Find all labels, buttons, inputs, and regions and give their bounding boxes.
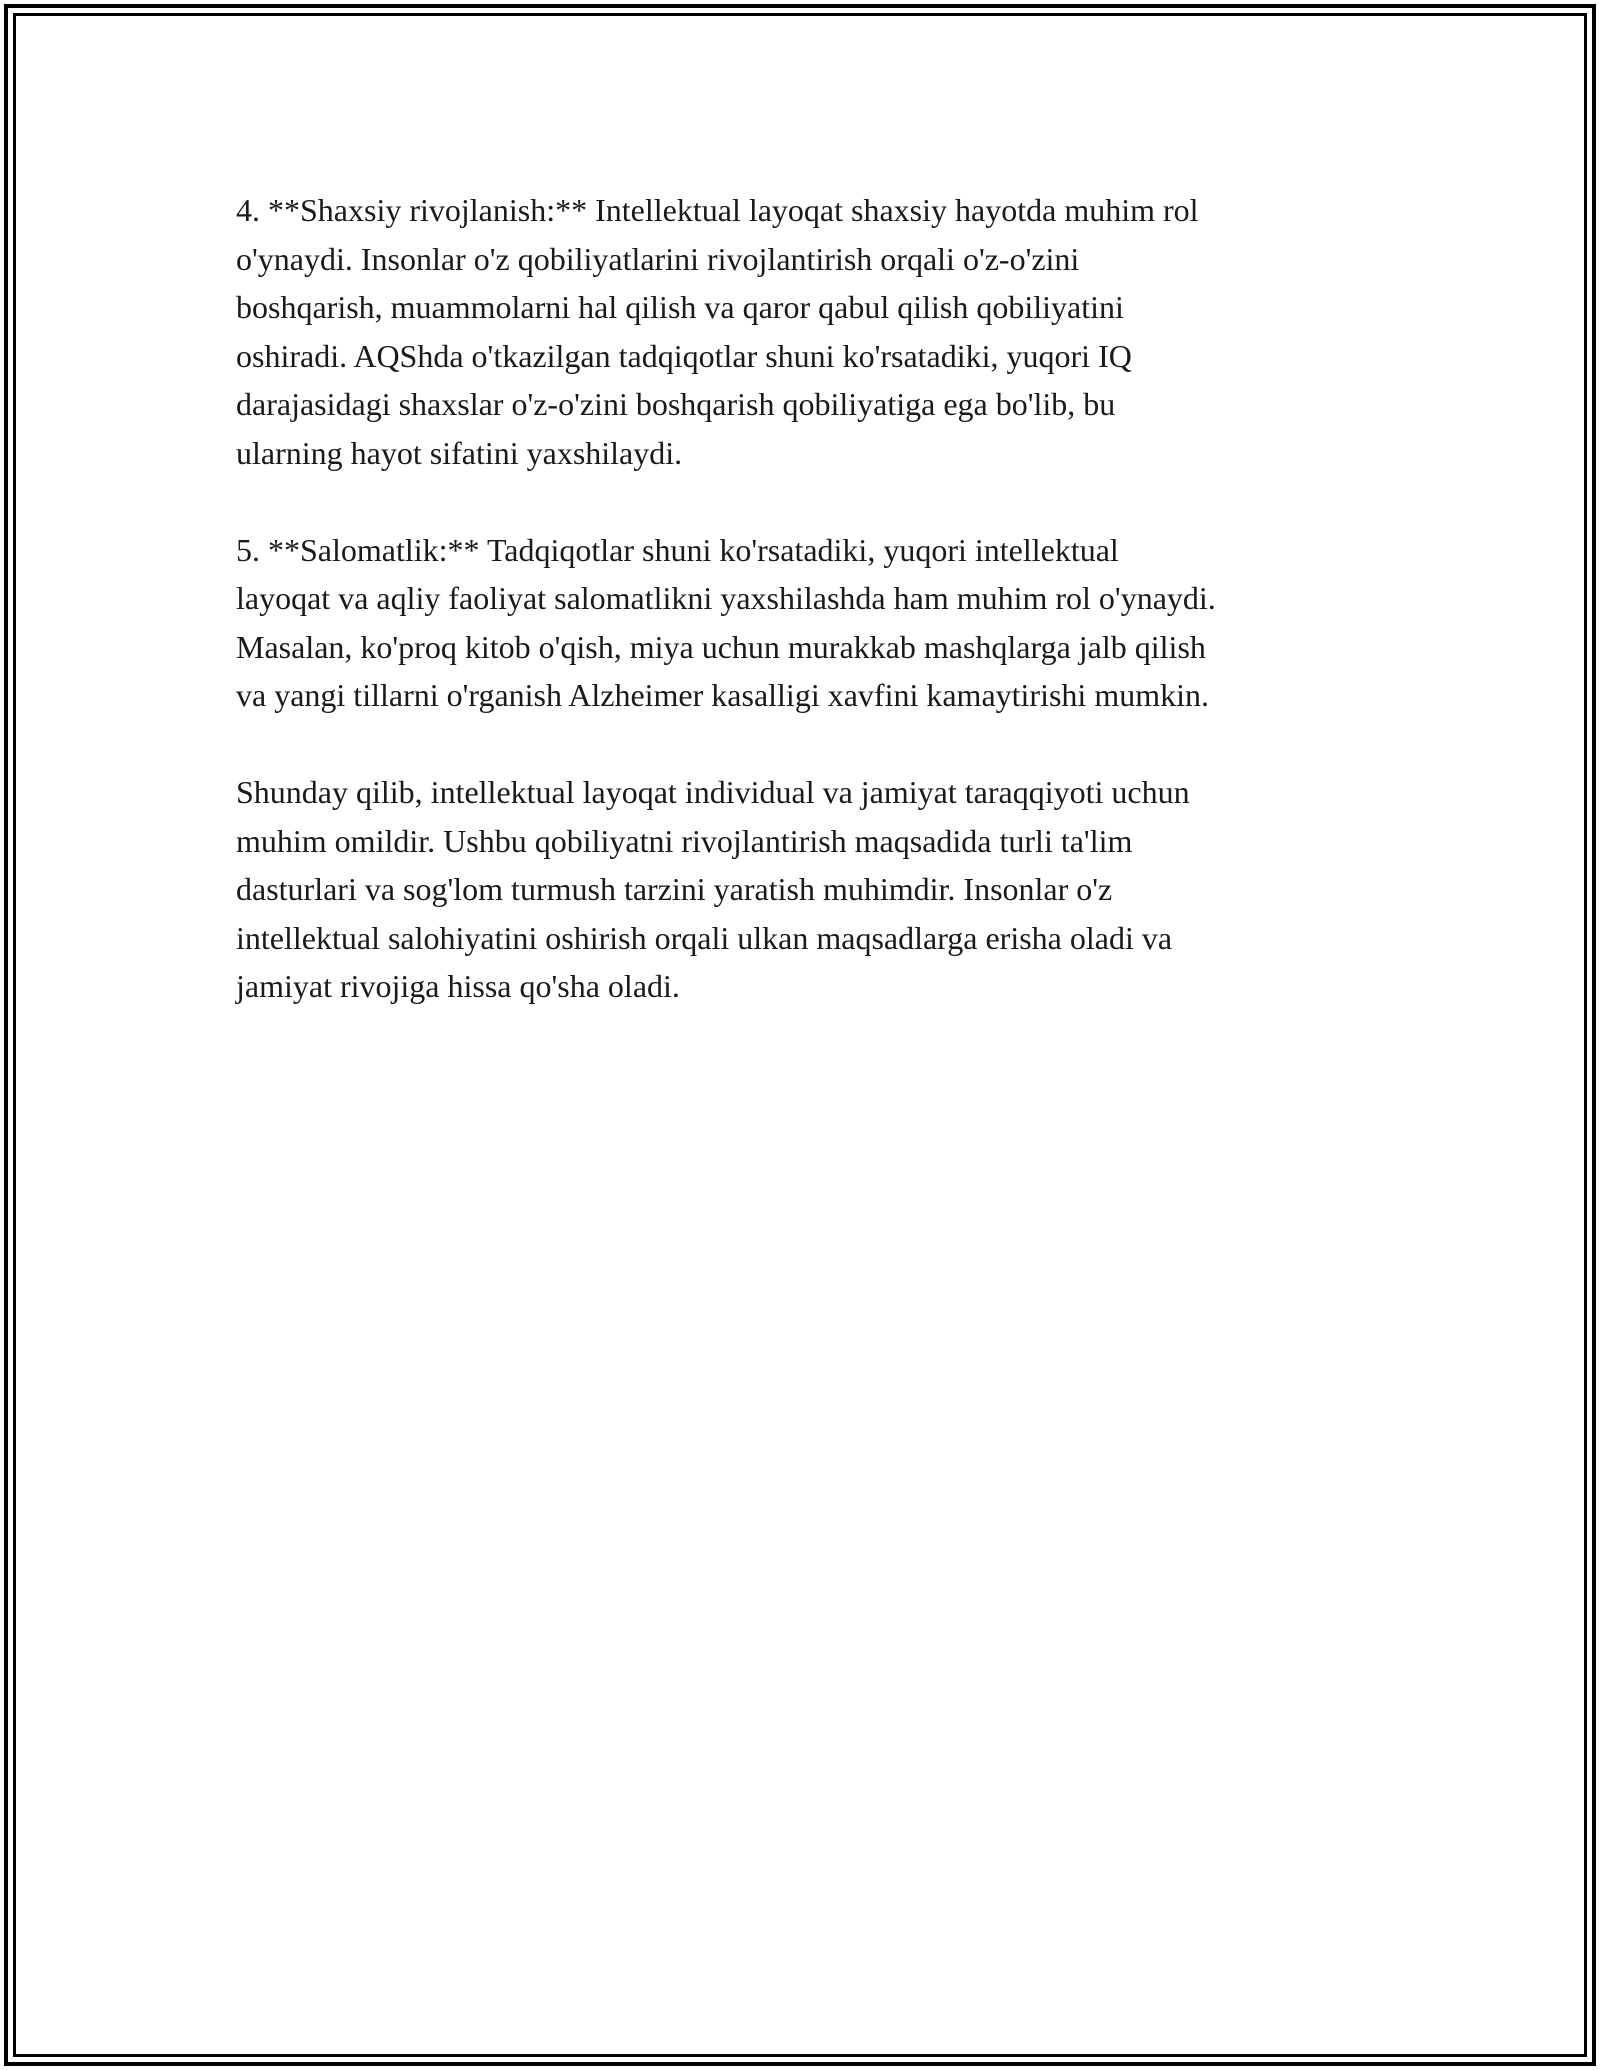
document-body xyxy=(236,186,1376,1059)
paragraph-health: 5. **Salomatlik:** Tadqiqotlar shuni ko'rsatadiki, yuqori intellektual layoqat va aqliy faoliyat salomatlikni yaxshilashda ham muhim rol o'ynaydi. Masalan, ko'proq kitob o'qish, miya uchun murakkab mashqlarga jalb qilish va yangi tillarni o'rganish Alzheimer kasalligi xavfini kamaytirishi mumkin. xyxy=(236,531,1216,713)
paragraph-personal-development: 4. **Shaxsiy rivojlanish:** Intellektual layoqat shaxsiy hayotda muhim rol o'ynaydi. Insonlar o'z qobiliyatlarini rivojlantirish orqali o'z-o'zini boshqarish, muammolarni hal qilish va qaror qabul qilish qobiliyatini oshiradi. AQShda o'tkazilgan tadqiqotlar shuni ko'rsatadiki, yuqori IQ darajasidagi shaxslar o'z-o'zini boshqarish qobiliyatiga ega bo'lib, bu ularning hayot sifatini yaxshilaydi. xyxy=(236,192,1199,471)
paragraph-conclusion: Shunday qilib, intellektual layoqat individual va jamiyat taraqqiyoti uchun muhim omildir. Ushbu qobiliyatni rivojlantirish maqsadida turli ta'lim dasturlari va sog'lom turmush tarzini yaratish muhimdir. Insonlar o'z intellektual salohiyatini oshirish orqali ulkan maqsadlarga erisha oladi va jamiyat rivojiga hissa qo'sha oladi. xyxy=(236,774,1190,1004)
